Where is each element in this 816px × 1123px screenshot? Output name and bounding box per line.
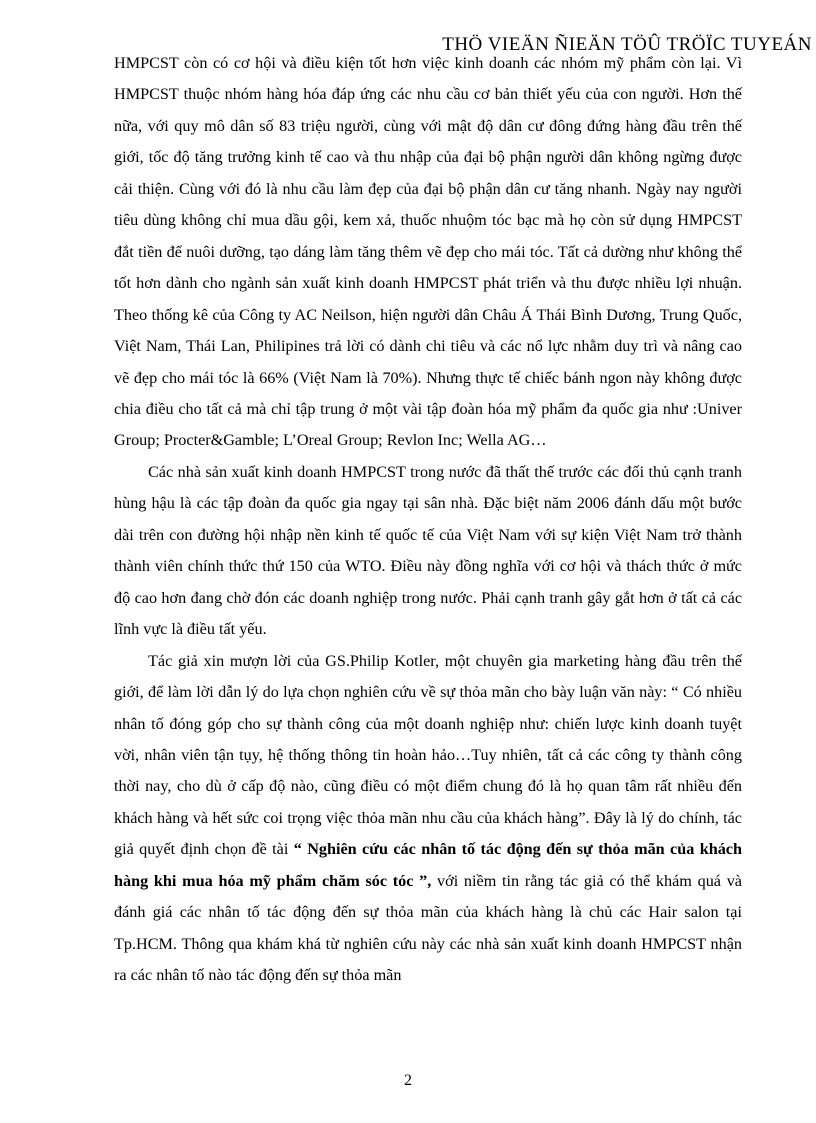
paragraph-3 — [114, 646, 742, 992]
thesis-title-bold: “ Nghiên cứu các nhân tố tác động đến sự thỏa mãn của khách hàng khi mua hóa mỹ phẩm chăm sóc tóc ”, — [114, 840, 742, 890]
document-body — [114, 48, 742, 992]
page-number: 2 — [404, 1072, 412, 1089]
paragraph-3-text-before: Tác giả xin mượn lời của GS.Philip Kotler, một chuyên gia marketing hàng đầu trên thế giới, để làm lời dẫn lý do lựa chọn nghiên cứu về sự thỏa mãn cho bày luận văn này: “ Có nhiều nhân tố đóng góp cho sự thành công của một doanh nghiệp như: chiến lược kinh doanh tuyệt vời, nhân viên tận tụy, hệ thống thông tin hoàn hảo…Tuy nhiên, tất cả các công ty thành công thời nay, cho dù ở cấp độ nào, cũng điều có một điểm chung đó là họ quan tâm rất nhiều đến khách hàng và hết sức coi trọng việc thỏa mãn nhu cầu của khách hàng”. Đây là lý do chính, tác giả quyết định chọn đề tài — [114, 651, 742, 859]
header-watermark: THÖ VIEÄN ÑIEÄN TÖÛ TRÖÏC TUYEÁN — [442, 34, 812, 55]
paragraph-2: Các nhà sản xuất kinh doanh HMPCST trong nước đã thất thế trước các đối thủ cạnh tranh hùng hậu là các tập đoàn đa quốc gia ngay tại sân nhà. Đặc biệt năm 2006 đánh dấu một bước dài trên con đường hội nhập nền kinh tế quốc tế của Việt Nam với sự kiện Việt Nam trở thành thành viên chính thức thứ 150 của WTO. Điều này đồng nghĩa với cơ hội và thách thức ở mức độ cao hơn đang chờ đón các doanh nghiệp trong nước. Phải cạnh tranh gây gắt hơn ở tất cả các lĩnh vực là điều tất yếu. — [114, 462, 742, 639]
paragraph-3-text-after: với niềm tin rằng tác giả có thể khám quá và đánh giá các nhân tố tác động đến sự thỏa mãn của khách hàng là chủ các Hair salon tại Tp.HCM. Thông qua khám khá từ nghiên cứu này các nhà sản xuất kinh doanh HMPCST nhận ra các nhân tố nào tác động đến sự thỏa mãn — [114, 871, 742, 985]
paragraph-1: HMPCST còn có cơ hội và điều kiện tốt hơn việc kinh doanh các nhóm mỹ phẩm còn lại. Vì HMPCST thuộc nhóm hàng hóa đáp ứng các nhu cầu cơ bản thiết yếu của con người. Hơn thế nữa, với quy mô dân số 83 triệu người, cùng với mật độ dân cư đông đứng hàng đầu trên thế giới, tốc độ tăng trưởng kinh tế cao và thu nhập của đại bộ phận người dân không ngừng được cải thiện. Cùng với đó là nhu cầu làm đẹp của đại bộ phận dân cư tăng nhanh. Ngày nay người tiêu dùng không chỉ mua dầu gội, kem xả, thuốc nhuộm tóc bạc mà họ còn sử dụng HMPCST đắt tiền để nuôi dưỡng, tạo dáng làm tăng thêm vẽ đẹp cho mái tóc. Tất cả dường như không thể tốt hơn dành cho ngành sản xuất kinh doanh HMPCST phát triển và thu được nhiều lợi nhuận. Theo thống kê của Công ty AC Neilson, hiện người dân Châu Á Thái Bình Dương, Trung Quốc, Việt Nam, Thái Lan, Philipines trả lời có dành chi tiêu và các nổ lực nhằm duy trì và nâng cao vẽ đẹp cho mái tóc là 66% (Việt Nam là 70%). Nhưng thực tế chiếc bánh ngon này không được chia điều cho tất cả mà chỉ tập trung ở một vài tập đoàn hóa mỹ phẩm đa quốc gia như :Univer Group; Procter&Gamble; L’Oreal Group; Revlon Inc; Wella AG… — [114, 54, 742, 450]
